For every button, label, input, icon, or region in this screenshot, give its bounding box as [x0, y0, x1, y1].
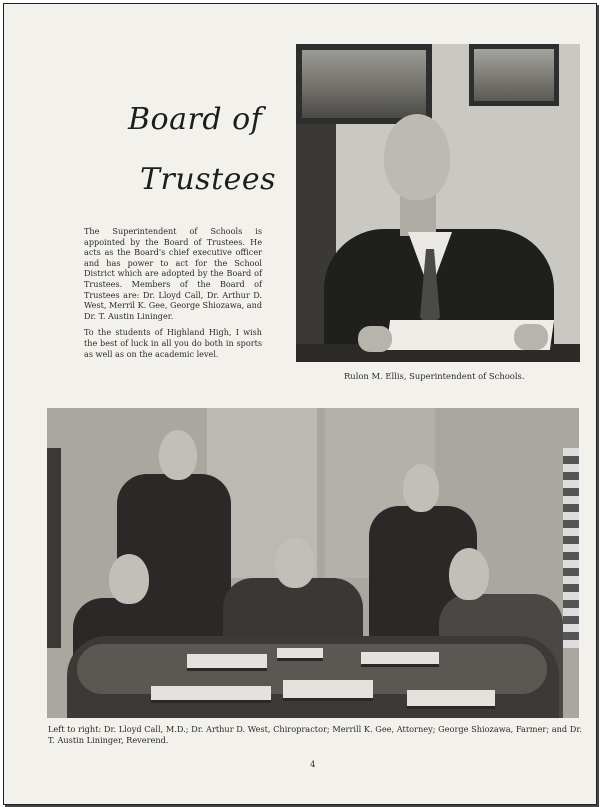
superintendent-photo	[296, 44, 580, 362]
book	[187, 654, 267, 671]
book	[277, 648, 323, 661]
book	[361, 652, 439, 667]
book	[407, 690, 495, 709]
intro-paragraph-1: The Superintendent of Schools is appointed by the Board of Trustees. He acts as the Board's chief executive officer and has power to act for the School District which are adopted by the Board of Trustees. Members of the Board of Trustees are: Dr. Lloyd Call, Dr. Arthur D. West, Merril K. Gee, George Shiozawa, and Dr. T. Austin Lininger.	[84, 226, 262, 321]
framed-picture	[469, 44, 559, 106]
intro-paragraph-2: To the students of Highland High, I wish the best of luck in all you do both in sports as well as on the academic level.	[84, 327, 262, 359]
page-number: 4	[310, 760, 316, 770]
superintendent-caption: Rulon M. Ellis, Superintendent of Schools.	[344, 371, 525, 381]
intro-text	[84, 226, 262, 365]
framed-picture	[296, 44, 432, 124]
page-title-line-1: Board of	[128, 102, 263, 137]
book	[151, 686, 271, 703]
page-title-line-2: Trustees	[140, 162, 277, 197]
yearbook-page	[3, 3, 597, 805]
flag	[563, 448, 579, 648]
flag	[47, 448, 61, 648]
book	[283, 680, 373, 701]
portrait-head	[384, 114, 450, 200]
board-group-photo	[47, 408, 579, 718]
group-caption: Left to right: Dr. Lloyd Call, M.D.; Dr. Arthur D. West, Chiropractor; Merrill K. Gee, Attorney; George Shiozawa, Farmer; and Dr. T. Austin Lininger, Reverend.	[48, 724, 582, 745]
